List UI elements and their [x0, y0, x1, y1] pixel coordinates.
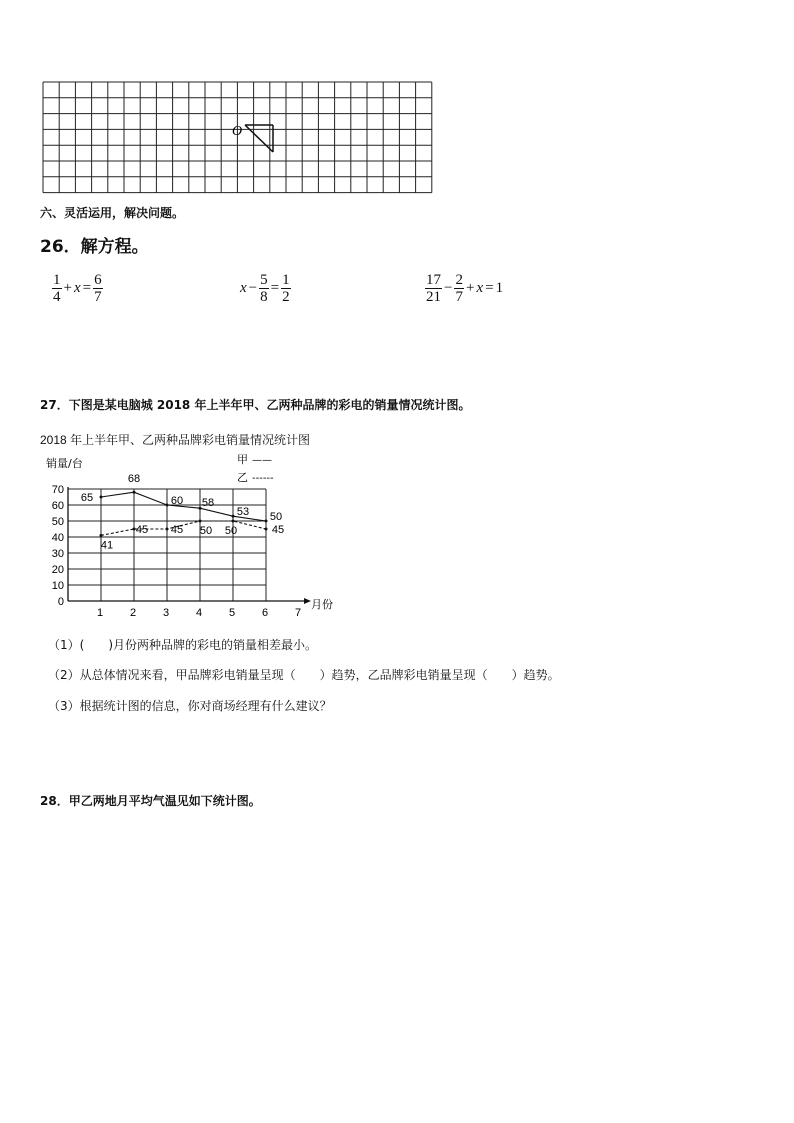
q27-sub1: （1）( )月份两种品牌的彩电的销量相差最小。 [48, 638, 317, 652]
y-tick-label: 40 [51, 532, 64, 544]
data-label-jia: 68 [127, 473, 141, 486]
equation-1 [52, 272, 103, 305]
variable-x: x [73, 280, 81, 296]
equation-2 [240, 272, 291, 305]
data-label-jia: 58 [201, 497, 215, 510]
data-label-yi: 45 [135, 524, 149, 536]
x-tick-label: 6 [261, 607, 269, 618]
x-axis-label: 月份 [311, 598, 333, 611]
equals-sign: = [270, 280, 280, 296]
y-tick-label: 50 [51, 516, 64, 528]
fraction [52, 272, 62, 305]
chart-data-labels [81, 473, 284, 551]
y-tick-label: 60 [51, 500, 64, 512]
numerator: 1 [53, 272, 61, 288]
numerator: 2 [455, 272, 463, 288]
data-label-jia: 50 [269, 511, 283, 523]
x-tick-label: 1 [96, 607, 104, 618]
chart-title: 2018 年上半年甲、乙两种品牌彩电销量情况统计图 [40, 433, 311, 447]
plus-sign: + [63, 280, 72, 296]
origin-label: O [232, 124, 243, 139]
numerator: 6 [94, 272, 102, 288]
series-line-yi [101, 521, 266, 535]
data-point-yi [100, 534, 103, 537]
q26-title: 26．解方程。 [40, 237, 149, 257]
equals-sign: = [82, 280, 92, 296]
variable-x: x [240, 280, 247, 296]
sales-line-chart [30, 446, 350, 618]
legend-mark-jia: —— [252, 455, 272, 466]
denominator: 8 [260, 289, 268, 305]
data-label-yi: 41 [100, 539, 114, 552]
x-tick-label: 4 [195, 607, 203, 618]
legend-label-jia: 甲 [237, 453, 248, 466]
y-tick-label: 70 [51, 484, 64, 496]
data-label-jia: 60 [170, 495, 184, 507]
equals-sign: = [485, 280, 494, 296]
data-point-yi [265, 528, 268, 531]
grid-figure [40, 80, 434, 196]
y-tick-label: 20 [51, 564, 64, 576]
denominator: 4 [53, 289, 61, 305]
x-tick-label: 2 [129, 607, 137, 618]
y-axis-label: 销量/台 [46, 457, 83, 470]
x-axis-arrow [304, 598, 311, 604]
data-point-jia [232, 515, 235, 518]
data-label-jia: 53 [236, 506, 250, 519]
legend-mark-yi: ------ [252, 473, 274, 484]
y-tick-label: 30 [51, 548, 64, 560]
data-point-yi [166, 528, 169, 531]
data-point-yi [199, 520, 202, 523]
q27-title: 27．下图是某电脑城 2018 年上半年甲、乙两种品牌的彩电的销量情况统计图。 [40, 398, 471, 412]
data-label-jia: 65 [80, 492, 94, 504]
numerator: 5 [260, 272, 268, 288]
rhs-value: 1 [495, 280, 504, 296]
data-point-jia [265, 520, 268, 523]
q27-sub3: （3）根据统计图的信息，你对商场经理有什么建议？ [48, 699, 332, 713]
fraction [259, 272, 269, 305]
data-label-yi: 50 [199, 525, 213, 537]
q27-sub2: （2）从总体情况来看，甲品牌彩电销量呈现（ ）趋势，乙品牌彩电销量呈现（ ）趋势。 [48, 668, 560, 682]
y-tick-label: 10 [51, 580, 64, 592]
denominator: 7 [455, 289, 463, 305]
x-tick-label: 3 [162, 607, 170, 618]
data-point-jia [133, 491, 136, 494]
denominator: 2 [282, 289, 290, 305]
legend-label-yi: 乙 [237, 471, 248, 484]
y-tick-label: 0 [57, 596, 64, 608]
minus-sign: − [248, 280, 258, 296]
data-point-jia [166, 504, 169, 507]
data-label-yi: 45 [170, 524, 184, 536]
q28-title: 28．甲乙两地月平均气温见如下统计图。 [40, 794, 261, 808]
plus-sign: + [465, 280, 475, 296]
fraction [425, 272, 442, 305]
minus-sign: − [444, 280, 453, 296]
section-heading: 六、灵活运用，解决问题。 [40, 206, 185, 220]
equation-3 [425, 272, 503, 305]
numerator: 1 [282, 272, 290, 288]
data-label-yi: 45 [271, 524, 285, 536]
fraction [454, 272, 464, 305]
data-label-yi: 50 [224, 525, 238, 537]
denominator: 21 [426, 289, 441, 305]
legend [237, 453, 274, 484]
denominator: 7 [94, 289, 102, 305]
fraction [281, 272, 291, 305]
x-tick-label: 5 [228, 607, 236, 618]
data-point-jia [100, 496, 103, 499]
x-tick-label: 7 [294, 607, 302, 618]
data-point-yi [232, 520, 235, 523]
numerator: 17 [426, 272, 441, 288]
fraction [93, 272, 103, 305]
variable-x: x [476, 280, 484, 296]
